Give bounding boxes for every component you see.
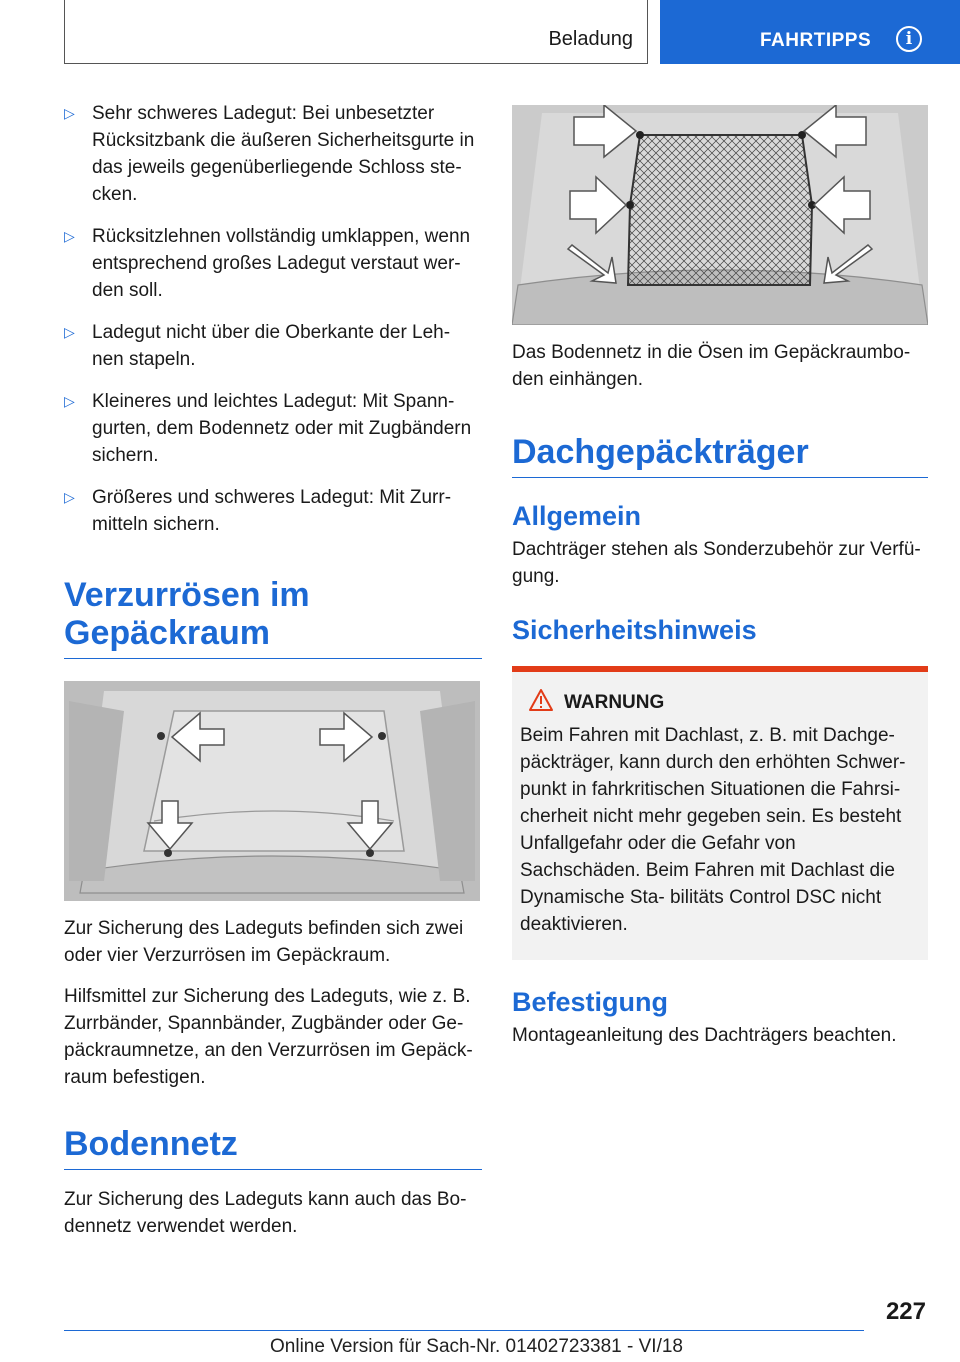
heading-dachgepaecktraeger: Dachgepäckträger: [512, 433, 928, 478]
triangle-bullet-icon: ▷: [64, 393, 75, 409]
chapter-tab[interactable]: [660, 0, 960, 64]
triangle-bullet-icon: ▷: [64, 105, 75, 121]
floor-net-figure: [512, 105, 928, 325]
right-column: [512, 105, 928, 1049]
paragraph-bodennetz: Zur Sicherung des Ladeguts kann auch das Bo‐ dennetz verwendet werden.: [64, 1189, 467, 1237]
warning-text: Beim Fahren mit Dachlast, z. B. mit Dachge‐ päckträger, kann durch den erhöhten Schwer‐ punkt in fahrkritischen Situationen die Fahrsi‐ cherheit nicht mehr gegeben sein. Es besteht Unfallgefahr oder die Gefahr von Sachschäden. Beim Fahren mit Dachlast die Dynamische Sta‐ bilitäts Control DSC nicht deaktivieren.: [520, 725, 906, 935]
loading-instructions-list: [64, 100, 482, 538]
heading-verzurroesen: Verzurrösen im Gepäckraum: [64, 576, 482, 659]
subheading-allgemein: Allgemein: [512, 501, 642, 531]
caption-bodennetz: Das Bodennetz in die Ösen im Gepäckraumbo‐ den einhängen.: [512, 342, 911, 390]
triangle-bullet-icon: ▷: [64, 228, 75, 244]
list-item: ▷ Rücksitzlehnen vollständig umklappen, wenn entsprechend großes Ladegut verstaut wer‐ den soll.: [64, 223, 482, 304]
triangle-bullet-icon: ▷: [64, 324, 75, 340]
paragraph-hilfsmittel: Hilfsmittel zur Sicherung des Ladeguts, wie z. B. Zurrbänder, Spannbänder, Zugbänder oder Ge‐ päckraumnetze, an den Verzurrösen im Gepäck‐ raum befestigen.: [64, 986, 473, 1088]
subheading-sicherheitshinweis: Sicherheitshinweis: [512, 615, 757, 645]
heading-bodennetz: Bodennetz: [64, 1125, 482, 1170]
list-item: ▷ Größeres und schweres Ladegut: Mit Zurr‐ mitteln sichern.: [64, 484, 482, 538]
page-number: 227: [885, 1298, 926, 1325]
paragraph-befestigung: Montageanleitung des Dachträgers beachten.: [512, 1025, 897, 1046]
paragraph-allgemein: Dachträger stehen als Sonderzubehör zur Verfü‐ gung.: [512, 539, 921, 587]
trunk-lashing-eyes-figure: [64, 681, 480, 901]
warning-box: [512, 666, 928, 960]
footer-version-text: Online Version für Sach-Nr. 01402723381 - VI/18: [270, 1336, 683, 1357]
footer-divider: [64, 1330, 864, 1331]
triangle-bullet-icon: ▷: [64, 489, 75, 505]
chapter-title: FAHRTIPPS: [760, 30, 872, 51]
warning-title: WARNUNG: [564, 692, 665, 713]
list-item: ▷ Sehr schweres Ladegut: Bei unbesetzter Rücksitzbank die äußeren Sicherheitsgurte in das jeweils gegenüberliegende Schloss ste‐ cken.: [64, 100, 482, 208]
section-title: Beladung: [548, 28, 633, 50]
info-icon[interactable]: i: [896, 26, 922, 52]
left-column: [64, 100, 482, 1240]
warning-heading: [564, 692, 920, 714]
header-section-box: [64, 0, 648, 64]
caption-verzurroesen: Zur Sicherung des Ladeguts befinden sich zwei oder vier Verzurrösen im Gepäckraum.: [64, 918, 464, 966]
list-item: ▷ Kleineres und leichtes Ladegut: Mit Spann‐ gurten, dem Bodennetz oder mit Zugbändern sichern.: [64, 388, 482, 469]
warning-triangle-icon: [528, 688, 554, 712]
subheading-befestigung: Befestigung: [512, 987, 669, 1017]
list-item: ▷ Ladegut nicht über die Oberkante der Leh‐ nen stapeln.: [64, 319, 482, 373]
